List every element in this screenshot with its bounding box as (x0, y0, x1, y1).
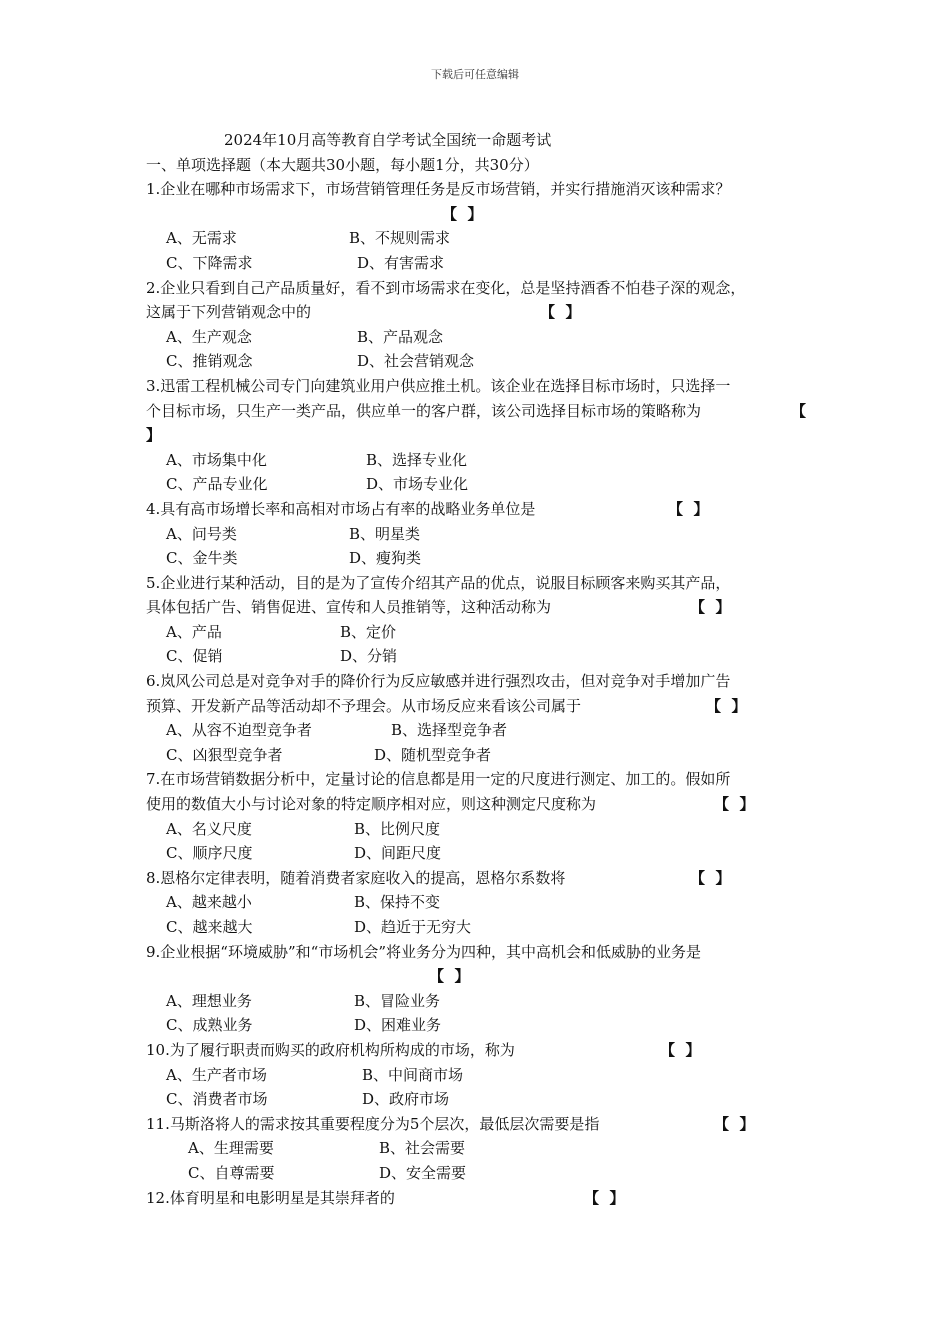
option-a: A、生产者市场 (166, 1065, 267, 1084)
question-text: 5.企业进行某种活动，目的是为了宣传介绍其产品的优点，说服目标顾客来购买其产品， (146, 573, 731, 592)
option-d: D、随机型竞争者 (374, 745, 492, 764)
question-12 (146, 1186, 814, 1211)
option-b: B、不规则需求 (349, 229, 451, 248)
question-text: 2.企业只看到自己产品质量好，看不到市场需求在变化，总是坚持酒香不怕巷子深的观念， (146, 278, 746, 297)
option-d: D、瘦狗类 (349, 549, 422, 568)
option-d: D、趋近于无穷大 (354, 918, 472, 936)
answer-bracket: 【 】 (584, 1188, 625, 1207)
option-d: D、社会营销观念 (357, 352, 475, 371)
option-b: B、冒险业务 (354, 991, 441, 1010)
option-a: A、名义尺度 (166, 819, 252, 838)
answer-bracket: 【 】 (429, 967, 470, 986)
option-c: C、越来越大 (166, 918, 253, 936)
option-d: D、政府市场 (362, 1090, 450, 1109)
option-b: B、定价 (340, 622, 397, 641)
exam-title: 2024年10月高等教育自学考试全国统一命题考试 (224, 131, 552, 149)
question-5 (146, 571, 814, 669)
page-header: 下载后可任意编辑 (431, 68, 519, 81)
answer-bracket: 【 】 (714, 795, 755, 814)
answer-bracket: 【 】 (714, 1114, 755, 1133)
option-d: D、分销 (340, 647, 398, 666)
option-a: A、无需求 (166, 229, 237, 248)
option-c: C、成熟业务 (166, 1016, 253, 1035)
question-text: 10.为了履行职责而购买的政府机构所构成的市场，称为 (146, 1040, 515, 1059)
question-4 (146, 497, 814, 571)
option-b: B、中间商市场 (362, 1065, 464, 1084)
option-c: C、顺序尺度 (166, 844, 253, 863)
question-text: 1.企业在哪种市场需求下，市场营销管理任务是反市场营销，并实行措施消灭该种需求？ (146, 180, 731, 199)
option-d: D、安全需要 (379, 1163, 467, 1182)
exam-content (146, 128, 814, 1210)
answer-bracket-open: 【 (791, 401, 807, 420)
option-c: C、自尊需要 (188, 1163, 275, 1182)
answer-bracket: 【 】 (442, 204, 483, 223)
option-b: B、明星类 (349, 524, 421, 543)
question-text: 11.马斯洛将人的需求按其重要程度分为5个层次，最低层次需要是指 (146, 1114, 600, 1133)
option-c: C、消费者市场 (166, 1090, 268, 1109)
option-b: B、产品观念 (357, 327, 444, 346)
option-b: B、选择型竞争者 (391, 721, 508, 740)
question-2 (146, 276, 814, 374)
option-a: A、产品 (166, 622, 222, 641)
option-c: C、产品专业化 (166, 475, 268, 494)
option-d: D、困难业务 (354, 1016, 442, 1035)
question-text-cont: 这属于下列营销观念中的 (146, 303, 312, 322)
option-b: B、比例尺度 (354, 819, 441, 838)
option-d: D、有害需求 (357, 253, 445, 272)
question-text: 3.迅雷工程机械公司专门向建筑业用户供应推土机。该企业在选择目标市场时，只选择一 (146, 376, 731, 395)
option-b: B、社会需要 (379, 1139, 466, 1158)
option-a: A、生理需要 (188, 1139, 274, 1158)
question-text: 4.具有高市场增长率和高相对市场占有率的战略业务单位是 (146, 499, 536, 518)
question-9 (146, 940, 814, 1038)
question-text: 12.体育明星和电影明星是其崇拜者的 (146, 1188, 395, 1207)
question-1 (146, 177, 814, 275)
option-b: B、保持不变 (354, 893, 441, 912)
answer-bracket: 【 】 (668, 499, 709, 518)
option-a: A、越来越小 (166, 893, 252, 912)
option-a: A、市场集中化 (166, 450, 267, 469)
option-c: C、金牛类 (166, 549, 238, 568)
question-text: 8.恩格尔定律表明，随着消费者家庭收入的提高，恩格尔系数将 (146, 868, 566, 887)
option-b: B、选择专业化 (366, 450, 468, 469)
option-d: D、市场专业化 (366, 475, 469, 494)
option-c: C、推销观念 (166, 352, 253, 371)
question-text-cont: 具体包括广告、销售促进、宣传和人员推销等，这种活动称为 (146, 598, 552, 617)
question-text: 6.岚风公司总是对竞争对手的降价行为反应敏感并进行强烈攻击，但对竞争对手增加广告 (146, 672, 731, 691)
question-text-cont: 使用的数值大小与讨论对象的特定顺序相对应，则这种测定尺度称为 (146, 795, 597, 814)
question-8 (146, 866, 814, 940)
answer-bracket: 【 】 (706, 696, 747, 715)
option-c: C、下降需求 (166, 253, 253, 272)
question-text-cont: 预算、开发新产品等活动却不予理会。从市场反应来看该公司属于 (146, 696, 582, 715)
answer-bracket-close: 】 (146, 426, 162, 445)
question-text-cont: 个目标市场，只生产一类产品，供应单一的客户群，该公司选择目标市场的策略称为 (146, 401, 702, 420)
option-d: D、间距尺度 (354, 844, 442, 863)
section-heading: 一、单项选择题（本大题共30小题，每小题1分，共30分） (146, 155, 539, 174)
option-a: A、问号类 (166, 524, 237, 543)
answer-bracket: 【 】 (540, 303, 581, 322)
option-a: A、理想业务 (166, 991, 252, 1010)
question-text: 7.在市场营销数据分析中，定量讨论的信息都是用一定的尺度进行测定、加工的。假如所 (146, 770, 731, 789)
answer-bracket: 【 】 (690, 868, 731, 887)
question-11 (146, 1112, 814, 1186)
answer-bracket: 【 】 (690, 598, 731, 617)
option-c: C、促销 (166, 647, 223, 666)
question-3 (146, 374, 814, 497)
option-a: A、从容不迫型竞争者 (166, 721, 312, 740)
question-10 (146, 1038, 814, 1112)
option-a: A、生产观念 (166, 327, 252, 346)
question-6 (146, 669, 814, 767)
option-c: C、凶狠型竞争者 (166, 745, 283, 764)
question-7 (146, 767, 814, 865)
question-text: 9.企业根据“环境威胁”和“市场机会”将业务分为四种，其中高机会和低威胁的业务是 (146, 942, 701, 961)
answer-bracket: 【 】 (660, 1040, 701, 1059)
